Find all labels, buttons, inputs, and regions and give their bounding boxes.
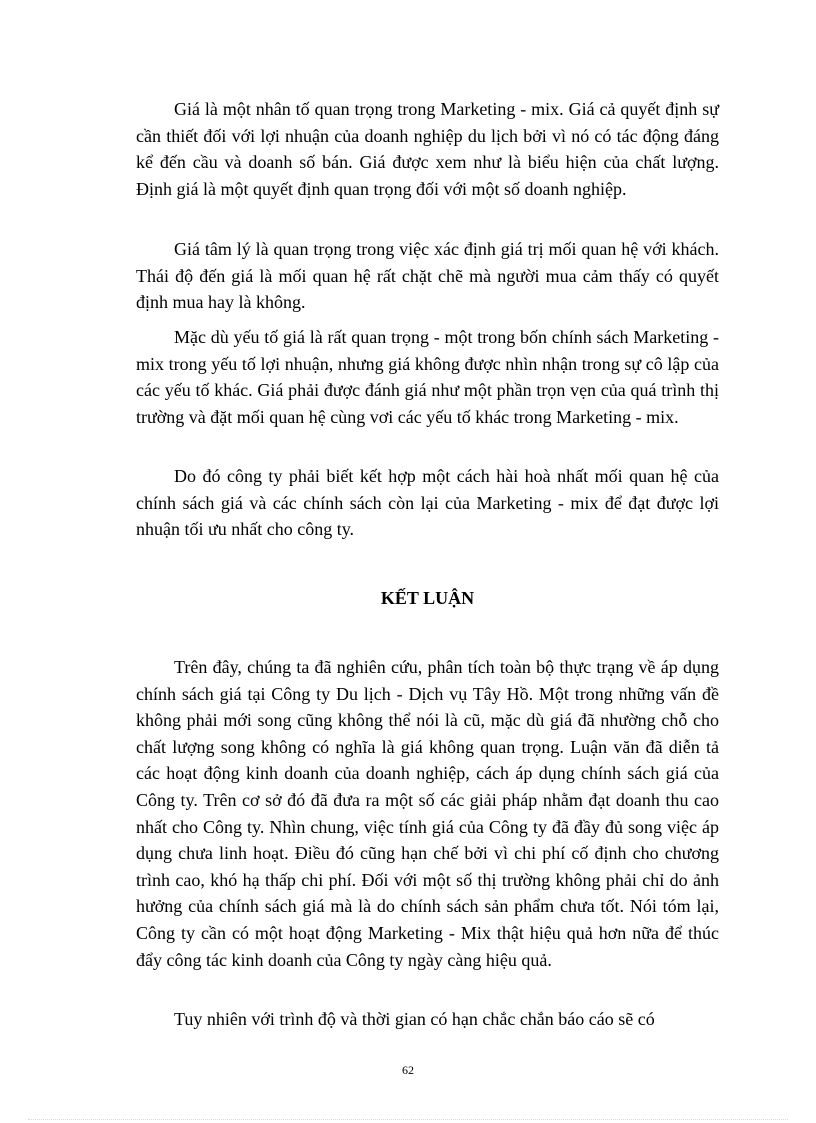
page-number: 62: [402, 1063, 414, 1077]
paragraph-company-combination: Do đó công ty phải biết kết hợp một cách hài hoà nhất mối quan hệ của chính sách giá và các chính sách còn lại của Marketing - mix để đạt được lợi nhuận tối ưu nhất cho công ty.: [136, 466, 719, 540]
paragraph-price-importance: Giá là một nhân tố quan trọng trong Marketing - mix. Giá cả quyết định sự cần thiết đối với lợi nhuận của doanh nghiệp du lịch bởi vì nó có tác động đáng kể đến cầu và doanh số bán. Giá được xem như là biểu hiện của chất lượng. Định giá là một quyết định quan trọng đối với một số doanh nghiệp.: [136, 99, 719, 199]
section-heading-conclusion: KẾT LUẬN: [380, 588, 475, 608]
page-bottom-divider: [28, 1119, 788, 1120]
paragraph-price-psychology: Giá tâm lý là quan trọng trong việc xác định giá trị mối quan hệ với khách. Thái độ đến giá là mối quan hệ rất chặt chẽ mà người mua cảm thấy có quyết định mua hay là không.: [136, 239, 719, 313]
paragraph-conclusion-summary: Trên đây, chúng ta đã nghiên cứu, phân tích toàn bộ thực trạng về áp dụng chính sách giá tại Công ty Du lịch - Dịch vụ Tây Hồ. Một trong những vấn đề không phải mới song cũng không thể nói là cũ, mặc dù giá đã nhường chỗ cho chất lượng song không có nghĩa là giá không quan trọng. Luận văn đã diễn tả các hoạt động kinh doanh của doanh nghiệp, cách áp dụng chính sách giá của Công ty. Trên cơ sở đó đã đưa ra một số các giải pháp nhằm đạt doanh thu cao nhất cho Công ty. Nhìn chung, việc tính giá của Công ty đã đầy đủ song việc áp dụng chưa linh hoạt. Điều đó cũng hạn chế bởi vì chi phí cố định cho chương trình cao, khó hạ thấp chi phí. Đối với một số thị trường không phải chỉ do ảnh hưởng của chính sách giá mà là do chính sách sản phẩm chưa tốt. Nói tóm lại, Công ty cần có một hoạt động Marketing - Mix thật hiệu quả hơn nữa để thúc đẩy công tác kinh doanh của Công ty ngày càng hiệu quả.: [136, 657, 719, 970]
paragraph-price-factors: Mặc dù yếu tố giá là rất quan trọng - một trong bốn chính sách Marketing - mix trong yếu tố lợi nhuận, nhưng giá không được nhìn nhận trong sự cô lập của các yếu tố khác. Giá phải được đánh giá như một phần trọn vẹn của quá trình thị trường và đặt mối quan hệ cùng vơi các yếu tố khác trong Marketing - mix.: [136, 327, 719, 427]
paragraph-conclusion-continuation: Tuy nhiên với trình độ và thời gian có hạn chắc chắn báo cáo sẽ có: [174, 1009, 655, 1029]
